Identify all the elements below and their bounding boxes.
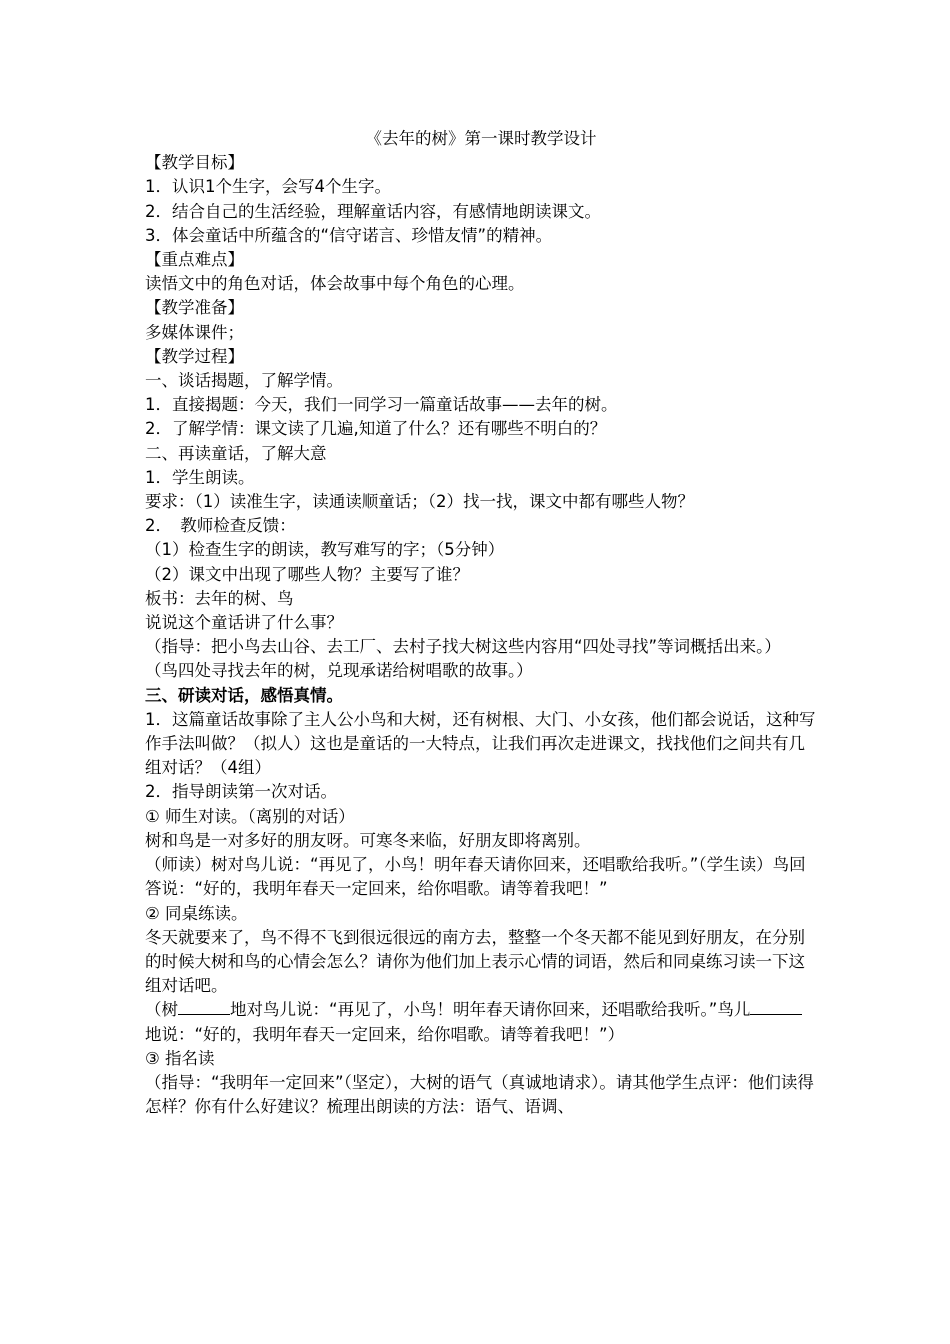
fill-in-part-2: 地对鸟儿说：“再见了，小鸟！明年春天请你回来，还唱歌给我听。”鸟儿 [230, 1000, 751, 1020]
step-1-item-1: 1．直接揭题：今天，我们一同学习一篇童话故事——去年的树。 [145, 395, 618, 415]
blackboard-note: 板书：去年的树、鸟 [145, 588, 294, 608]
story-question: 说说这个童话讲了什么事？ [145, 613, 343, 633]
document-title: 《去年的树》第一课时教学设计 [365, 129, 597, 148]
objective-3: 3．体会童话中所蕴含的“信守诺言、珍惜友情”的精神。 [145, 225, 553, 245]
preparation-text: 多媒体课件； [145, 322, 244, 342]
step-1-heading: 一、谈话揭题，了解学情。 [145, 371, 343, 391]
reading-step-3-guidance: （指导：“我明年一定回来”（坚定），大树的语气（真诚地请求）。请其他学生点评：他们读得怎样？你有什么好建议？梳理出朗读的方法：语气、语调、 [145, 1072, 814, 1117]
document-page [145, 127, 817, 1119]
blank-line-1 [178, 998, 230, 1015]
reading-step-1: ① 师生对读。（离别的对话） [145, 806, 355, 826]
reading-step-2: ② 同桌练读。 [145, 903, 248, 923]
reading-step-3: ③ 指名读 [145, 1048, 215, 1068]
step-2-check-1: （1）检查生字的朗读，教写难写的字；（5分钟） [145, 540, 505, 560]
reading-step-1-intro: 树和鸟是一对多好的朋友呀。可寒冬来临，好朋友即将离别。 [145, 830, 591, 850]
blank-line-2 [750, 998, 802, 1015]
fill-in-dialogue [145, 998, 817, 1046]
section-heading-key-points: 【重点难点】 [145, 250, 244, 270]
step-2-item-1: 1．学生朗读。 [145, 467, 255, 487]
section-heading-objectives: 【教学目标】 [145, 153, 244, 173]
step-3-item-1: 1．这篇童话故事除了主人公小鸟和大树，还有树根、大门、小女孩，他们都会说话，这种写作手法叫做？（拟人）这也是童话的一大特点，让我们再次走进课文，找找他们之间共有几组对话？（4组） [145, 709, 816, 778]
step-2-requirement: 要求：（1）读准生字，读通读顺童话；（2）找一找，课文中都有哪些人物？ [145, 492, 694, 512]
section-heading-preparation: 【教学准备】 [145, 298, 244, 318]
section-heading-process: 【教学过程】 [145, 346, 244, 366]
step-1-item-2: 2．了解学情：课文读了几遍,知道了什么？还有哪些不明白的？ [145, 419, 607, 439]
objective-2: 2．结合自己的生活经验，理解童话内容，有感情地朗读课文。 [145, 201, 601, 221]
fill-in-part-3: 地说：“好的，我明年春天一定回来，给你唱歌。请等着我吧！”） [145, 1024, 625, 1044]
step-3-item-2: 2．指导朗读第一次对话。 [145, 782, 337, 802]
reading-step-2-text: 冬天就要来了，鸟不得不飞到很远很远的南方去，整整一个冬天都不能见到好朋友，在分别的时候大树和鸟的心情会怎么？请你为他们加上表示心情的词语，然后和同桌练习读一下这组对话吧。 [145, 927, 805, 996]
objective-1: 1．认识1个生字，会写4个生字。 [145, 177, 391, 197]
step-3-heading: 三、研读对话，感悟真情。 [145, 685, 343, 705]
story-summary: （鸟四处寻找去年的树，兑现承诺给树唱歌的故事。） [145, 661, 533, 681]
key-points-text: 读悟文中的角色对话，体会故事中每个角色的心理。 [145, 274, 525, 294]
guidance-note: （指导：把小鸟去山谷、去工厂、去村子找大树这些内容用“四处寻找”等词概括出来。） [145, 637, 781, 657]
dialogue-1: （师读）树对鸟儿说：“再见了，小鸟！明年春天请你回来，还唱歌给我听。”（学生读）鸟回答说：“好的，我明年春天一定回来，给你唱歌。请等着我吧！” [145, 855, 806, 899]
step-2-heading: 二、再读童话，了解大意 [145, 443, 327, 463]
fill-in-part-1: （树 [145, 1000, 178, 1020]
step-2-check-2: （2）课文中出现了哪些人物？主要写了谁？ [145, 564, 469, 584]
step-2-item-2: 2． 教师检查反馈： [145, 516, 296, 536]
